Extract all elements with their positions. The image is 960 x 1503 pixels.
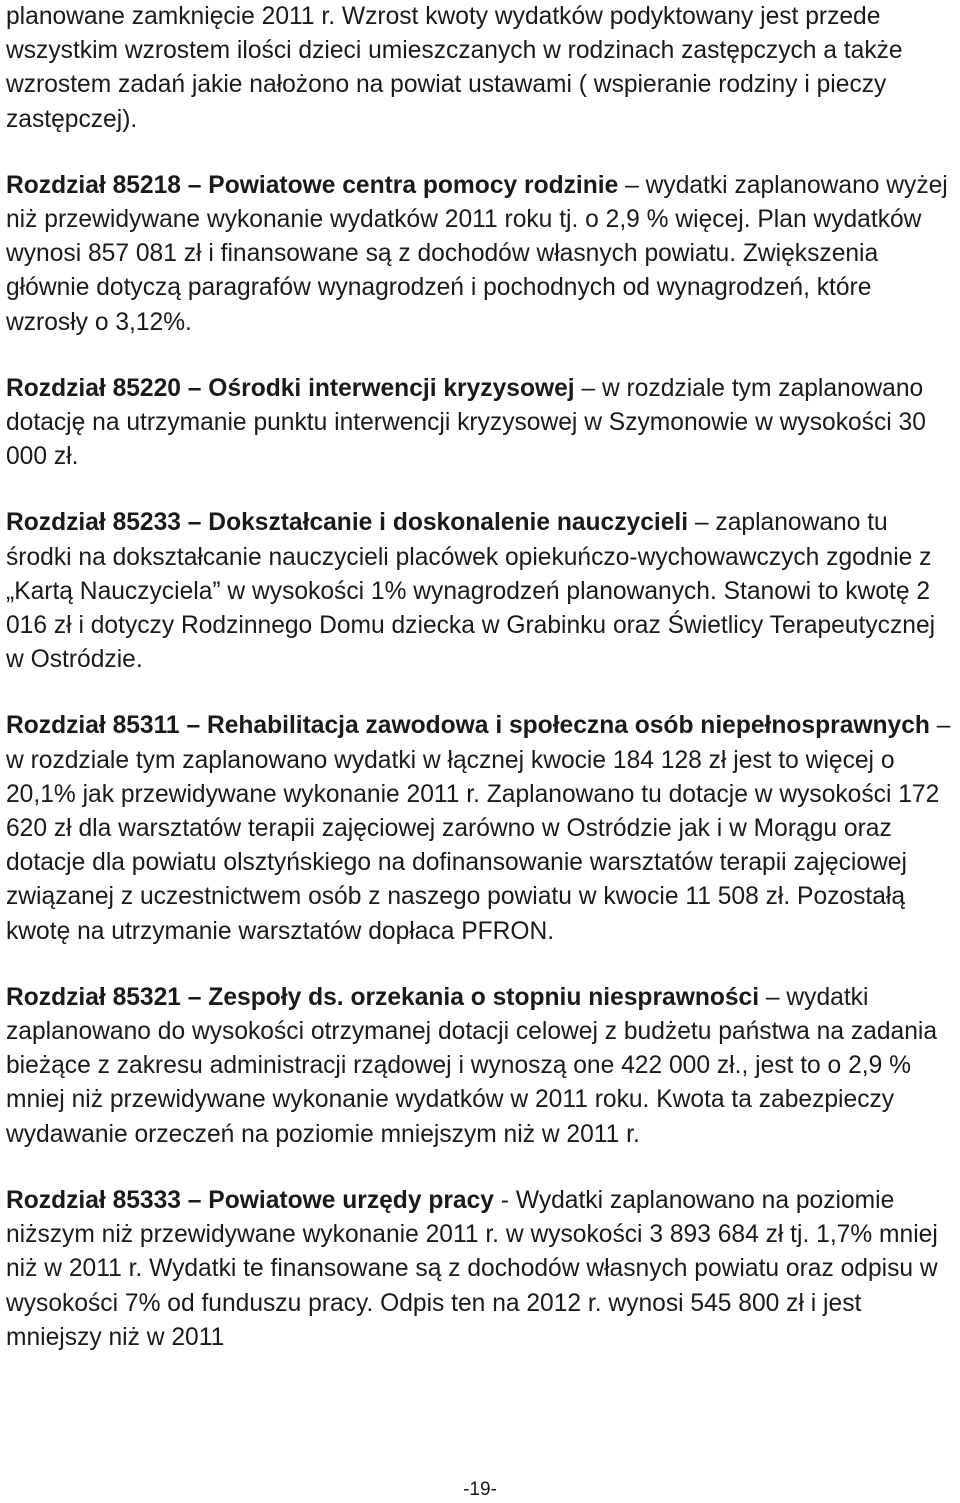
paragraph-text: planowane zamknięcie 2011 r. Wzrost kwoty wydatków podyktowany jest przede wszystkim wzrostem ilości dzieci umieszczanych w rodzinach zastępczych a także wzrostem zadań jakie nałożono na powiat ustawami ( wspieranie rodziny i pieczy zastępczej). (6, 3, 903, 133)
paragraph-intro (6, 0, 956, 137)
paragraph-text: – w rozdziale tym zaplanowano dotację na utrzymanie punktu interwencji kryzysowej w Szymonowie w wysokości 30 000 zł. (6, 374, 926, 471)
page-number: -19- (463, 1479, 497, 1500)
section-heading: Rozdział 85218 – Powiatowe centra pomocy rodzinie (6, 171, 619, 199)
section-heading: Rozdział 85311 – Rehabilitacja zawodowa i społeczna osób niepełnosprawnych (6, 712, 930, 740)
paragraph-85311 (6, 709, 956, 948)
section-heading: Rozdział 85321 – Zespoły ds. orzekania o stopniu niesprawności (6, 983, 760, 1011)
paragraph-85321 (6, 981, 956, 1152)
paragraph-text: – wydatki zaplanowano wyżej niż przewidywane wykonanie wydatków 2011 roku tj. o 2,9 % więcej. Plan wydatków wynosi 857 081 zł i finansowane są z dochodów własnych powiatu. Zwiększenia głównie dotyczą paragrafów wynagrodzeń i pochodnych od wynagrodzeń, które wzrosły o 3,12%. (6, 171, 948, 336)
paragraph-text: – wydatki zaplanowano do wysokości otrzymanej dotacji celowej z budżetu państwa na zadania bieżące z zakresu administracji rządowej i wynoszą one 422 000 zł., jest to o 2,9 % mniej niż przewidywane wykonanie wydatków w 2011 roku. Kwota ta zabezpieczy wydawanie orzeczeń na poziomie mniejszym niż w 2011 r. (6, 983, 938, 1148)
paragraph-text: – w rozdziale tym zaplanowano wydatki w łącznej kwocie 184 128 zł jest to więcej o 20,1% jak przewidywane wykonanie 2011 r. Zaplanowano tu dotacje w wysokości 172 620 zł dla warsztatów terapii zajęciowej zarówno w Ostródzie jak i w Morągu oraz dotacje dla powiatu olsztyńskiego na dofinansowanie warsztatów terapii zajęciowej związanej z uczestnictwem osób z naszego powiatu w kwocie 11 508 zł. Pozostałą kwotę na utrzymanie warsztatów dopłaca PFRON. (6, 712, 951, 945)
paragraph-85333 (6, 1184, 956, 1355)
paragraph-text: – zaplanowano tu środki na dokształcanie nauczycieli placówek opiekuńczo-wychowawczych zgodnie z „Kartą Nauczyciela” w wysokości 1% wynagrodzeń planowanych. Stanowi to kwotę 2 016 zł i dotyczy Rodzinnego Domu dziecka w Grabinku oraz Świetlicy Terapeutycznej w Ostródzie. (6, 509, 936, 674)
paragraph-85220 (6, 372, 956, 475)
document-page (6, 0, 956, 1355)
paragraph-85233 (6, 506, 956, 677)
section-heading: Rozdział 85333 – Powiatowe urzędy pracy (6, 1186, 494, 1214)
section-heading: Rozdział 85220 – Ośrodki interwencji kryzysowej (6, 374, 575, 402)
paragraph-85218 (6, 169, 956, 340)
section-heading: Rozdział 85233 – Dokształcanie i doskonalenie nauczycieli (6, 509, 689, 537)
paragraph-text: - Wydatki zaplanowano na poziomie niższym niż przewidywane wykonanie 2011 r. w wysokości 3 893 684 zł tj. 1,7% mniej niż w 2011 r. Wydatki te finansowane są z dochodów własnych powiatu oraz odpisu w wysokości 7% od funduszu pracy. Odpis ten na 2012 r. wynosi 545 800 zł i jest mniejszy niż w 2011 (6, 1186, 938, 1351)
